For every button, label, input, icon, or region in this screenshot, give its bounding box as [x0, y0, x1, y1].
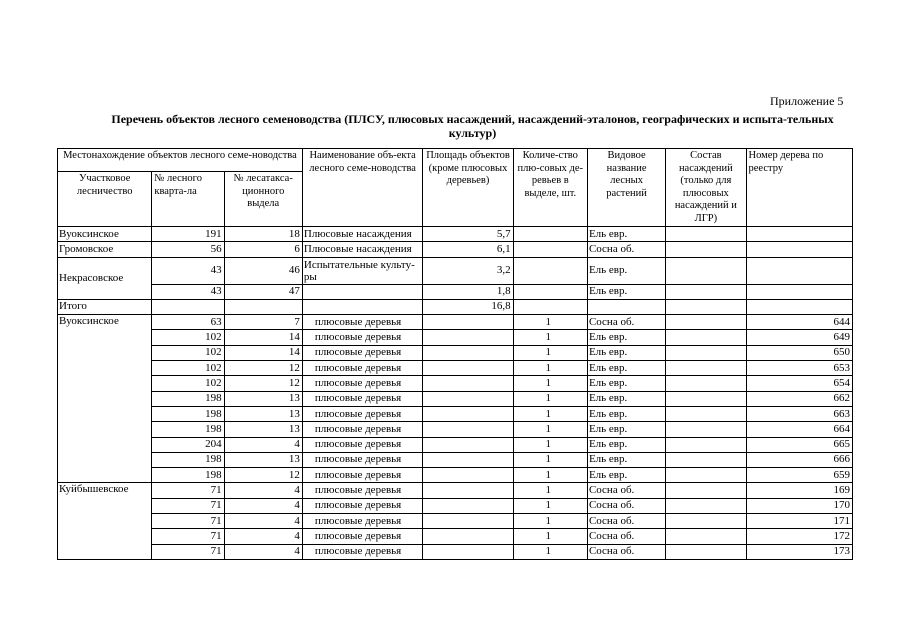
- name-cell: [302, 284, 422, 299]
- reg-cell: 644: [746, 315, 852, 330]
- plus-tree-row: [58, 315, 853, 330]
- count-cell: 1: [513, 391, 587, 406]
- composition-cell: [666, 284, 746, 299]
- total-row: [58, 299, 853, 314]
- total-label: Итого: [58, 299, 152, 314]
- name-cell: плюсовые деревья: [302, 452, 422, 467]
- count-cell: 1: [513, 422, 587, 437]
- area-cell: [423, 345, 513, 360]
- species-cell: [587, 299, 665, 314]
- name-cell: плюсовые деревья: [302, 376, 422, 391]
- vydel-cell: 13: [224, 422, 302, 437]
- area-cell: 3,2: [423, 257, 513, 284]
- area-cell: [423, 529, 513, 544]
- area-cell: [423, 483, 513, 498]
- plus-tree-row: [58, 345, 853, 360]
- vydel-cell: 4: [224, 483, 302, 498]
- count-cell: [513, 299, 587, 314]
- reg-cell: 665: [746, 437, 852, 452]
- name-cell: плюсовые деревья: [302, 391, 422, 406]
- area-cell: 6,1: [423, 242, 513, 257]
- vydel-cell: 4: [224, 498, 302, 513]
- vydel-cell: 4: [224, 437, 302, 452]
- reg-cell: 169: [746, 483, 852, 498]
- vydel-cell: 47: [224, 284, 302, 299]
- species-cell: Сосна об.: [587, 529, 665, 544]
- count-cell: 1: [513, 544, 587, 559]
- header-area: Площадь объектов (кроме плюсовых деревьев): [423, 149, 513, 227]
- reg-cell: [746, 242, 852, 257]
- name-cell: плюсовые деревья: [302, 498, 422, 513]
- header-location: Местонахождение объектов лесного семе-новодства: [58, 149, 303, 172]
- kvartal-cell: 204: [152, 437, 224, 452]
- area-cell: [423, 452, 513, 467]
- kvartal-cell: [152, 299, 224, 314]
- species-cell: Сосна об.: [587, 242, 665, 257]
- header-kvartal: № лесного кварта-ла: [152, 172, 224, 227]
- kvartal-cell: 56: [152, 242, 224, 257]
- species-cell: Ель евр.: [587, 452, 665, 467]
- kvartal-cell: 71: [152, 544, 224, 559]
- stand-row: [58, 242, 853, 257]
- kvartal-cell: 198: [152, 452, 224, 467]
- species-cell: Ель евр.: [587, 376, 665, 391]
- reg-cell: 649: [746, 330, 852, 345]
- kvartal-cell: 43: [152, 284, 224, 299]
- species-cell: Сосна об.: [587, 315, 665, 330]
- vydel-cell: 46: [224, 257, 302, 284]
- kvartal-cell: 102: [152, 361, 224, 376]
- name-cell: плюсовые деревья: [302, 330, 422, 345]
- name-cell: плюсовые деревья: [302, 422, 422, 437]
- stand-row: [58, 284, 853, 299]
- composition-cell: [666, 529, 746, 544]
- name-cell: Плюсовые насаждения: [302, 227, 422, 242]
- kvartal-cell: 71: [152, 498, 224, 513]
- plus-tree-row: [58, 468, 853, 483]
- reg-cell: [746, 299, 852, 314]
- composition-cell: [666, 406, 746, 421]
- count-cell: 1: [513, 498, 587, 513]
- name-cell: плюсовые деревья: [302, 468, 422, 483]
- vydel-cell: 6: [224, 242, 302, 257]
- area-cell: 1,8: [423, 284, 513, 299]
- vydel-cell: 7: [224, 315, 302, 330]
- stand-row: [58, 257, 853, 284]
- kvartal-cell: 63: [152, 315, 224, 330]
- name-cell: плюсовые деревья: [302, 345, 422, 360]
- name-cell: плюсовые деревья: [302, 406, 422, 421]
- reg-cell: 170: [746, 498, 852, 513]
- count-cell: 1: [513, 406, 587, 421]
- area-cell: [423, 468, 513, 483]
- kvartal-cell: 198: [152, 468, 224, 483]
- plus-tree-row: [58, 361, 853, 376]
- area-cell: 5,7: [423, 227, 513, 242]
- area-cell: [423, 330, 513, 345]
- reg-cell: [746, 257, 852, 284]
- vydel-cell: 12: [224, 376, 302, 391]
- plus-tree-row: [58, 498, 853, 513]
- species-cell: Ель евр.: [587, 330, 665, 345]
- plus-tree-row: [58, 529, 853, 544]
- district-cell: Куйбышевское: [58, 483, 152, 559]
- plus-tree-row: [58, 406, 853, 421]
- vydel-cell: [224, 299, 302, 314]
- area-cell: [423, 315, 513, 330]
- composition-cell: [666, 242, 746, 257]
- count-cell: 1: [513, 514, 587, 529]
- name-cell: плюсовые деревья: [302, 315, 422, 330]
- header-reg: Номер дерева по реестру: [746, 149, 852, 227]
- composition-cell: [666, 391, 746, 406]
- kvartal-cell: 191: [152, 227, 224, 242]
- plus-tree-row: [58, 544, 853, 559]
- reg-cell: [746, 284, 852, 299]
- vydel-cell: 13: [224, 452, 302, 467]
- composition-cell: [666, 498, 746, 513]
- composition-cell: [666, 299, 746, 314]
- count-cell: [513, 257, 587, 284]
- plus-tree-row: [58, 391, 853, 406]
- header-vydel: № лесатакса-ционного выдела: [224, 172, 302, 227]
- seed-objects-table: [57, 148, 853, 560]
- vydel-cell: 4: [224, 514, 302, 529]
- species-cell: Ель евр.: [587, 227, 665, 242]
- composition-cell: [666, 361, 746, 376]
- name-cell: плюсовые деревья: [302, 483, 422, 498]
- header-count: Количе-ство плю-совых де-ревьев в выделе, шт.: [513, 149, 587, 227]
- composition-cell: [666, 422, 746, 437]
- area-cell: [423, 361, 513, 376]
- district-cell: Громовское: [58, 242, 152, 257]
- species-cell: Сосна об.: [587, 514, 665, 529]
- area-cell: [423, 422, 513, 437]
- kvartal-cell: 198: [152, 391, 224, 406]
- vydel-cell: 4: [224, 529, 302, 544]
- name-cell: плюсовые деревья: [302, 544, 422, 559]
- species-cell: Ель евр.: [587, 406, 665, 421]
- reg-cell: 172: [746, 529, 852, 544]
- count-cell: 1: [513, 361, 587, 376]
- header-name: Наименование объ-екта лесного семе-новодства: [302, 149, 422, 227]
- kvartal-cell: 198: [152, 406, 224, 421]
- area-cell: [423, 406, 513, 421]
- header-row: [58, 149, 853, 172]
- area-cell: [423, 544, 513, 559]
- species-cell: Ель евр.: [587, 468, 665, 483]
- plus-tree-row: [58, 376, 853, 391]
- species-cell: Сосна об.: [587, 483, 665, 498]
- species-cell: Ель евр.: [587, 437, 665, 452]
- composition-cell: [666, 257, 746, 284]
- district-cell: Вуоксинское: [58, 315, 152, 483]
- count-cell: 1: [513, 468, 587, 483]
- reg-cell: 662: [746, 391, 852, 406]
- name-cell: Испытательные культу-ры: [302, 257, 422, 284]
- species-cell: Сосна об.: [587, 544, 665, 559]
- header-composition: Состав насаждений (только для плюсовых насаждений и ЛГР): [666, 149, 746, 227]
- species-cell: Ель евр.: [587, 345, 665, 360]
- kvartal-cell: 71: [152, 529, 224, 544]
- plus-tree-row: [58, 330, 853, 345]
- reg-cell: 653: [746, 361, 852, 376]
- species-cell: Ель евр.: [587, 284, 665, 299]
- composition-cell: [666, 330, 746, 345]
- vydel-cell: 13: [224, 406, 302, 421]
- composition-cell: [666, 468, 746, 483]
- kvartal-cell: 71: [152, 514, 224, 529]
- species-cell: Ель евр.: [587, 361, 665, 376]
- plus-tree-row: [58, 483, 853, 498]
- kvartal-cell: 102: [152, 376, 224, 391]
- composition-cell: [666, 345, 746, 360]
- area-cell: [423, 514, 513, 529]
- header-district: Участковое лесничество: [58, 172, 152, 227]
- name-cell: плюсовые деревья: [302, 361, 422, 376]
- kvartal-cell: 43: [152, 257, 224, 284]
- plus-tree-row: [58, 452, 853, 467]
- vydel-cell: 18: [224, 227, 302, 242]
- composition-cell: [666, 452, 746, 467]
- composition-cell: [666, 514, 746, 529]
- plus-tree-row: [58, 514, 853, 529]
- vydel-cell: 4: [224, 544, 302, 559]
- area-cell: [423, 498, 513, 513]
- plus-tree-row: [58, 437, 853, 452]
- species-cell: Ель евр.: [587, 257, 665, 284]
- reg-cell: 664: [746, 422, 852, 437]
- count-cell: [513, 242, 587, 257]
- reg-cell: 650: [746, 345, 852, 360]
- area-cell: [423, 391, 513, 406]
- kvartal-cell: 102: [152, 345, 224, 360]
- species-cell: Сосна об.: [587, 498, 665, 513]
- name-cell: плюсовые деревья: [302, 514, 422, 529]
- composition-cell: [666, 315, 746, 330]
- area-cell: [423, 437, 513, 452]
- count-cell: 1: [513, 483, 587, 498]
- annex-label: Приложение 5: [770, 94, 844, 108]
- kvartal-cell: 102: [152, 330, 224, 345]
- vydel-cell: 12: [224, 468, 302, 483]
- name-cell: плюсовые деревья: [302, 437, 422, 452]
- total-area: 16,8: [423, 299, 513, 314]
- name-cell: Плюсовые насаждения: [302, 242, 422, 257]
- count-cell: 1: [513, 315, 587, 330]
- count-cell: [513, 284, 587, 299]
- reg-cell: 171: [746, 514, 852, 529]
- count-cell: 1: [513, 452, 587, 467]
- plus-tree-row: [58, 422, 853, 437]
- reg-cell: [746, 227, 852, 242]
- kvartal-cell: 198: [152, 422, 224, 437]
- vydel-cell: 13: [224, 391, 302, 406]
- kvartal-cell: 71: [152, 483, 224, 498]
- vydel-cell: 14: [224, 345, 302, 360]
- reg-cell: 173: [746, 544, 852, 559]
- count-cell: 1: [513, 330, 587, 345]
- reg-cell: 654: [746, 376, 852, 391]
- district-cell: Некрасовское: [58, 257, 152, 299]
- composition-cell: [666, 227, 746, 242]
- composition-cell: [666, 483, 746, 498]
- species-cell: Ель евр.: [587, 391, 665, 406]
- vydel-cell: 14: [224, 330, 302, 345]
- header-species: Видовое название лесных растений: [587, 149, 665, 227]
- count-cell: 1: [513, 345, 587, 360]
- composition-cell: [666, 437, 746, 452]
- name-cell: плюсовые деревья: [302, 529, 422, 544]
- vydel-cell: 12: [224, 361, 302, 376]
- area-cell: [423, 376, 513, 391]
- name-cell: [302, 299, 422, 314]
- district-cell: Вуоксинское: [58, 227, 152, 242]
- count-cell: [513, 227, 587, 242]
- composition-cell: [666, 544, 746, 559]
- count-cell: 1: [513, 376, 587, 391]
- reg-cell: 659: [746, 468, 852, 483]
- reg-cell: 663: [746, 406, 852, 421]
- composition-cell: [666, 376, 746, 391]
- document-title: Перечень объектов лесного семеноводства (ПЛСУ, плюсовых насаждений, насаждений-эталонов, географических и испыта-тельных культур): [111, 112, 834, 140]
- stand-row: [58, 227, 853, 242]
- reg-cell: 666: [746, 452, 852, 467]
- count-cell: 1: [513, 437, 587, 452]
- count-cell: 1: [513, 529, 587, 544]
- species-cell: Ель евр.: [587, 422, 665, 437]
